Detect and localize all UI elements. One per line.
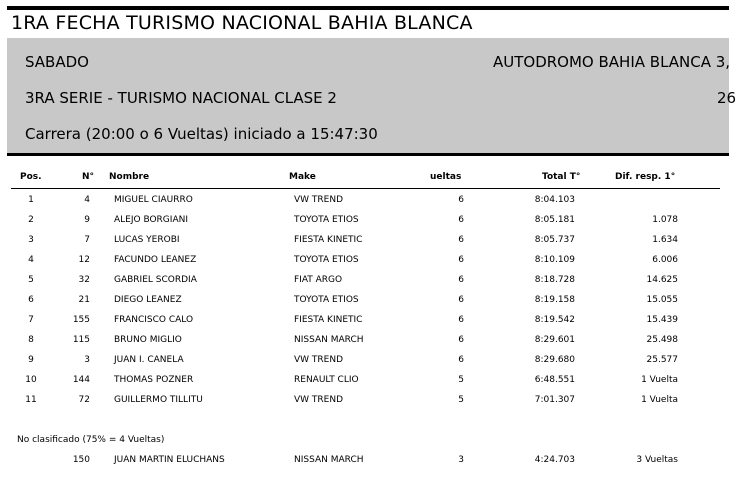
cell-name: DIEGO LEANEZ [114, 295, 182, 305]
cell-total: 8:10.109 [534, 255, 575, 265]
cell-laps: 6 [458, 275, 464, 285]
cell-name: BRUNO MIGLIO [114, 335, 182, 345]
cell-num: 4 [84, 195, 90, 205]
cell-make: FIESTA KINETIC [294, 315, 363, 325]
cell-laps: 5 [458, 375, 464, 385]
cell-total: 8:19.542 [534, 315, 575, 325]
cell-pos: 2 [28, 215, 34, 225]
cell-name: GUILLERMO TILLITU [114, 395, 203, 405]
cell-make: TOYOTA ETIOS [294, 255, 359, 265]
cell-make: VW TREND [294, 195, 344, 205]
cell-laps: 6 [458, 255, 464, 265]
cell-name: LUCAS YEROBI [114, 235, 180, 245]
cell-make: RENAULT CLIO [294, 375, 359, 385]
cell-name: JUAN MARTIN ELUCHANS [114, 455, 225, 465]
cell-num: 155 [72, 315, 90, 325]
cell-make: VW TREND [294, 395, 344, 405]
cell-laps: 3 [458, 455, 464, 465]
not-classified-label: No clasificado (75% = 4 Vueltas) [17, 435, 165, 445]
cell-name: ALEJO BORGIANI [114, 215, 188, 225]
cell-laps: 6 [458, 295, 464, 305]
cell-name: FACUNDO LEANEZ [114, 255, 197, 265]
cell-num: 9 [84, 215, 90, 225]
cell-make: VW TREND [294, 355, 344, 365]
event-circuit: AUTODROMO BAHIA BLANCA 3, [493, 53, 731, 71]
cell-pos: 7 [28, 315, 34, 325]
cell-make: FIAT ARGO [294, 275, 343, 285]
cell-num: 21 [78, 295, 90, 305]
cell-total: 8:19.158 [534, 295, 575, 305]
column-header-pos: Pos. [20, 172, 42, 182]
cell-num: 144 [72, 375, 90, 385]
cell-total: 8:05.181 [534, 215, 575, 225]
cell-total: 8:05.737 [534, 235, 575, 245]
cell-name: MIGUEL CIAURRO [114, 195, 193, 205]
cell-total: 6:48.551 [534, 375, 575, 385]
cell-laps: 6 [458, 335, 464, 345]
top-rule [7, 6, 729, 10]
column-header-laps: ueltas [430, 172, 462, 182]
cell-name: GABRIEL SCORDIA [114, 275, 197, 285]
cell-pos: 6 [28, 295, 34, 305]
cell-diff: 1.634 [652, 235, 678, 245]
column-header-make: Make [289, 172, 316, 182]
cell-name: FRANCISCO CALO [114, 315, 194, 325]
cell-num: 72 [78, 395, 90, 405]
column-header-num: N° [82, 172, 95, 182]
cell-make: FIESTA KINETIC [294, 235, 363, 245]
cell-diff: 25.498 [646, 335, 678, 345]
cell-total: 7:01.307 [534, 395, 575, 405]
cell-laps: 6 [458, 315, 464, 325]
cell-pos: 10 [25, 375, 37, 385]
cell-num: 7 [84, 235, 90, 245]
cell-diff: 15.439 [646, 315, 678, 325]
cell-pos: 9 [28, 355, 34, 365]
cell-laps: 6 [458, 195, 464, 205]
column-header-name: Nombre [109, 172, 150, 182]
band-bottom-rule [7, 153, 729, 156]
series-name: 3RA SERIE - TURISMO NACIONAL CLASE 2 [25, 89, 337, 107]
cell-diff: 1.078 [652, 215, 678, 225]
cell-total: 4:24.703 [534, 455, 575, 465]
cell-total: 8:29.680 [534, 355, 575, 365]
cell-diff: 6.006 [652, 255, 678, 265]
cell-diff: 14.625 [646, 275, 678, 285]
cell-make: NISSAN MARCH [294, 335, 364, 345]
race-info: Carrera (20:00 o 6 Vueltas) iniciado a 15:47:30 [25, 125, 378, 143]
cell-total: 8:04.103 [534, 195, 575, 205]
cell-laps: 6 [458, 355, 464, 365]
cell-make: TOYOTA ETIOS [294, 215, 359, 225]
cell-num: 150 [72, 455, 90, 465]
cell-num: 115 [72, 335, 90, 345]
cell-total: 8:18.728 [534, 275, 575, 285]
cell-num: 12 [78, 255, 90, 265]
cell-pos: 1 [28, 195, 34, 205]
cell-num: 3 [84, 355, 90, 365]
cell-pos: 11 [25, 395, 37, 405]
cell-total: 8:29.601 [534, 335, 575, 345]
column-header-total: Total T° [542, 172, 581, 182]
cell-pos: 8 [28, 335, 34, 345]
cell-pos: 4 [28, 255, 34, 265]
series-right-value: 26 [717, 89, 736, 107]
cell-diff: 15.055 [646, 295, 678, 305]
cell-pos: 3 [28, 235, 34, 245]
event-day: SABADO [25, 53, 89, 71]
event-info-band [7, 38, 736, 153]
header-rule [11, 188, 720, 189]
page-title: 1RA FECHA TURISMO NACIONAL BAHIA BLANCA [11, 12, 473, 34]
cell-diff: 3 Vueltas [636, 455, 678, 465]
cell-name: THOMAS POZNER [114, 375, 194, 385]
cell-pos: 5 [28, 275, 34, 285]
cell-diff: 1 Vuelta [641, 375, 678, 385]
column-header-diff: Dif. resp. 1° [615, 172, 676, 182]
cell-laps: 6 [458, 215, 464, 225]
cell-laps: 6 [458, 235, 464, 245]
cell-laps: 5 [458, 395, 464, 405]
cell-diff: 1 Vuelta [641, 395, 678, 405]
cell-num: 32 [78, 275, 90, 285]
cell-name: JUAN I. CANELA [114, 355, 184, 365]
cell-make: TOYOTA ETIOS [294, 295, 359, 305]
cell-make: NISSAN MARCH [294, 455, 364, 465]
cell-diff: 25.577 [646, 355, 678, 365]
